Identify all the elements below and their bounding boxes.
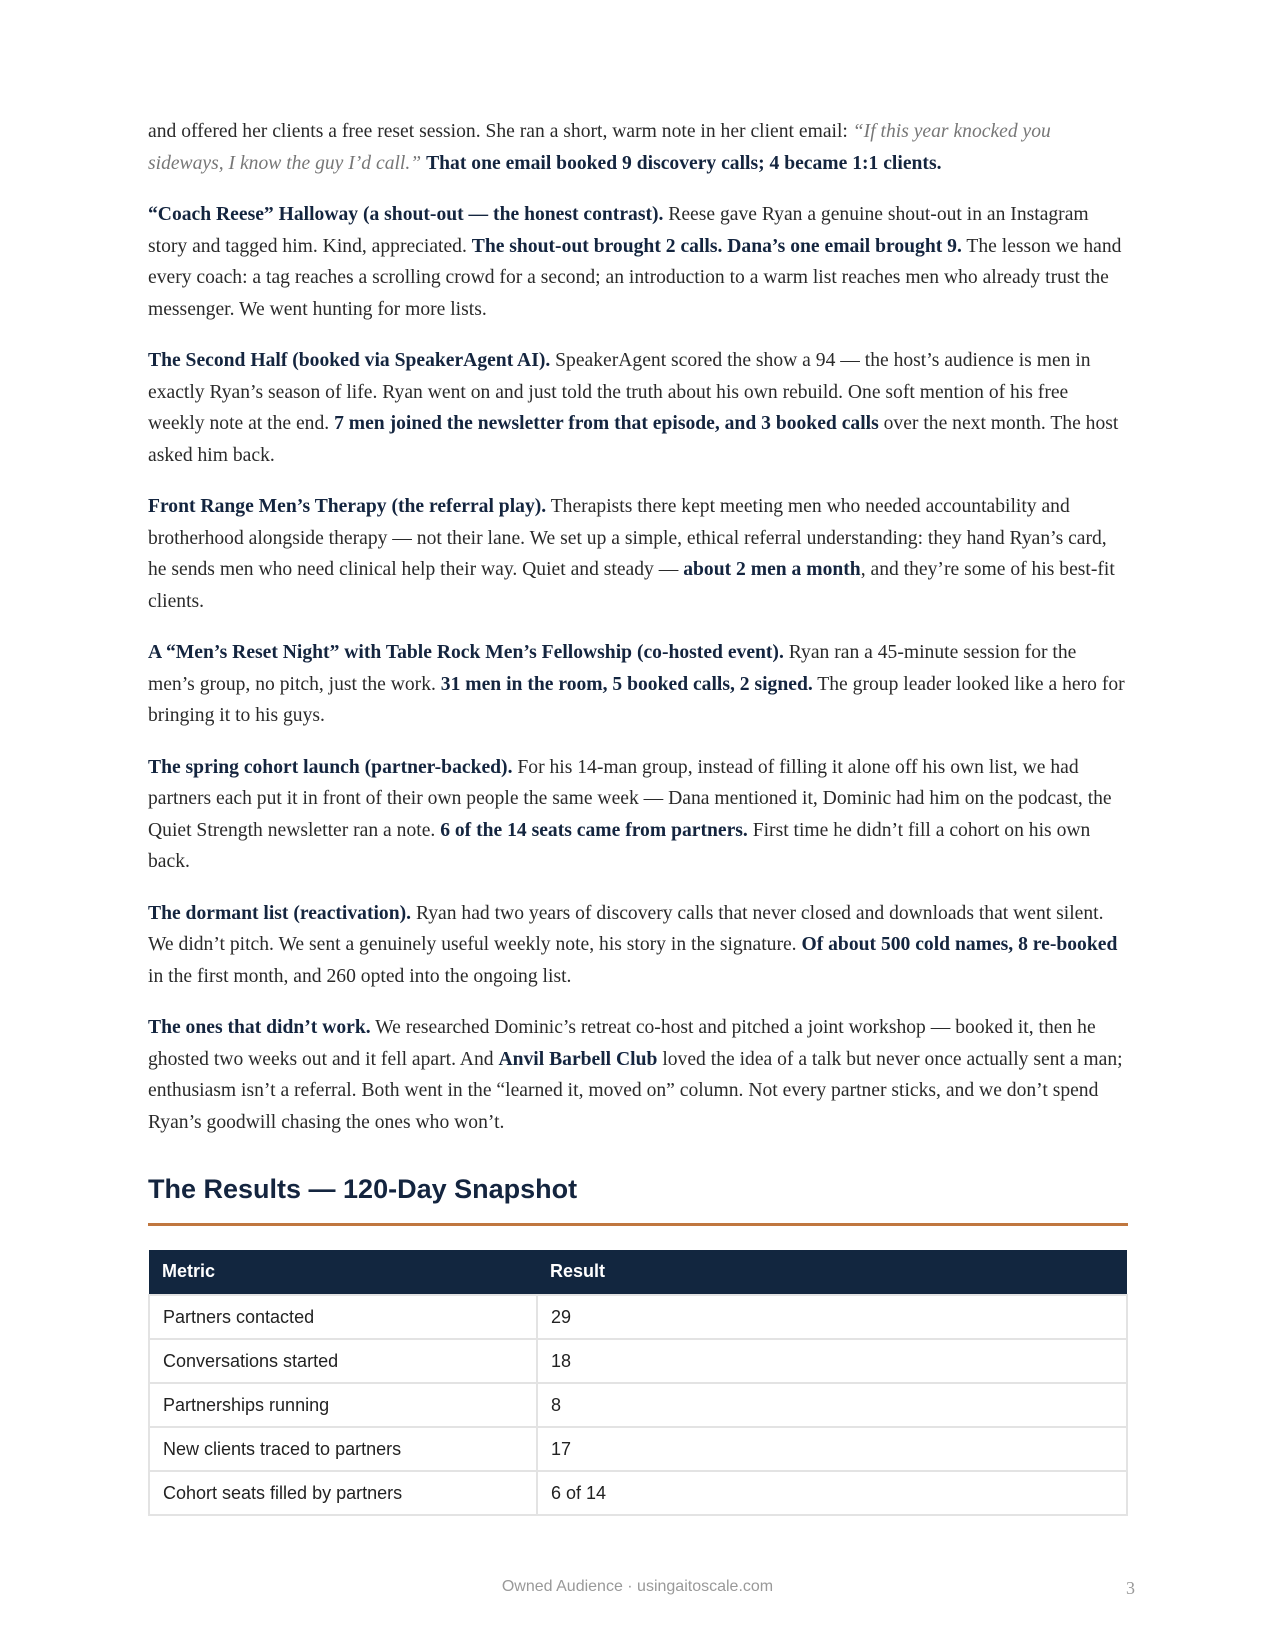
results-table (148, 1250, 1128, 1516)
paragraph-front-range (148, 491, 1128, 617)
page-footer: Owned Audience · usingaitoscale.com (501, 1578, 774, 1595)
body-phrase: Therapists there kept meeting men who needed accountability and brotherhood alongside therapy — not their lane. We set up a simple, ethical referral understanding: they hand Ryan’s card, he sends men who need clinical help their way. Quiet and steady — (148, 496, 1107, 580)
result-cell: 8 (537, 1383, 1127, 1427)
bold-phrase: 7 men joined the newsletter from that episode, and 3 booked calls (334, 413, 879, 434)
paragraph-didnt-work (148, 1012, 1128, 1138)
document-page (148, 116, 1128, 1516)
body-phrase: , and they’re some of his best-fit clients. (148, 559, 1115, 612)
body-phrase: loved the idea of a talk but never once actually sent a man; enthusiasm isn’t a referral. Both went in the “learned it, moved on” column. Not every partner sticks, and we don’t spend Ryan’s goodwill chasing the ones who won’t. (148, 1048, 1123, 1133)
paragraph-reset-night (148, 637, 1128, 732)
body-phrase: The group leader looked like a hero for bringing it to his guys. (148, 673, 1125, 726)
bold-phrase: The dormant list (reactivation). (148, 902, 412, 924)
body-phrase: over the next month. The host asked him back. (148, 413, 1119, 466)
table-row (149, 1383, 1127, 1427)
bold-phrase: 31 men in the room, 5 booked calls, 2 signed. (440, 673, 813, 695)
bold-phrase: That one email booked 9 discovery calls; 4 became 1:1 clients. (426, 152, 942, 174)
paragraph-coach-reese (148, 199, 1128, 325)
body-phrase: and offered her clients a free reset session. She ran a short, warm note in her client email: (148, 121, 853, 142)
metric-cell: Partners contacted (149, 1295, 537, 1339)
paragraph-second-half (148, 345, 1128, 471)
result-cell: 17 (537, 1427, 1127, 1471)
body-phrase: in the first month, and 260 opted into the ongoing list. (148, 965, 572, 987)
bold-phrase: about 2 men a month (683, 559, 861, 580)
metric-cell: Conversations started (149, 1339, 537, 1383)
column-header-metric: Metric (149, 1250, 537, 1295)
bold-phrase: A “Men’s Reset Night” with Table Rock Men’s Fellowship (co-hosted event). (148, 642, 784, 663)
paragraph-dormant-list (148, 898, 1128, 993)
body-phrase: For his 14-man group, instead of filling it alone off his own list, we had partners each put it in front of their own people the same week — Dana mentioned it, Dominic had him on the podcast, the Quiet Strength newsletter ran a note. (148, 756, 1112, 841)
body-phrase: Ryan ran a 45-minute session for the men’s group, no pitch, just the work. (148, 642, 1077, 695)
table-row (149, 1295, 1127, 1339)
body-phrase: Ryan had two years of discovery calls that never closed and downloads that went silent. We didn’t pitch. We sent a genuinely useful weekly note, his story in the signature. (148, 902, 1104, 955)
bold-phrase: 6 of the 14 seats came from partners. (440, 819, 748, 841)
page-number: 3 (1126, 1578, 1135, 1598)
table-row (149, 1427, 1127, 1471)
body-phrase: SpeakerAgent scored the show a 94 — the host’s audience is men in exactly Ryan’s season of life. Ryan went on and just told the truth about his own rebuild. One soft mention of his free weekly note at the end. (148, 350, 1091, 434)
body-phrase: We researched Dominic’s retreat co-host and pitched a joint workshop — booked it, then he ghosted two weeks out and it fell apart. And (148, 1017, 1096, 1070)
metric-cell: Cohort seats filled by partners (149, 1471, 537, 1515)
italic-quote: “If this year knocked you sideways, I know the guy I’d call.” (148, 121, 1051, 174)
bold-phrase: Of about 500 cold names, 8 re-booked (801, 934, 1118, 955)
bold-phrase: The Second Half (booked via SpeakerAgent AI). (148, 350, 551, 371)
body-phrase: First time he didn’t fill a cohort on his own back. (148, 819, 1091, 872)
paragraph-spring-cohort (148, 752, 1128, 878)
table-header-row (149, 1250, 1127, 1295)
bold-phrase: The shout-out brought 2 calls. Dana’s one email brought 9. (471, 235, 962, 257)
heading-divider (148, 1223, 1128, 1226)
table-row (149, 1339, 1127, 1383)
bold-phrase: Front Range Men’s Therapy (the referral play). (148, 496, 547, 517)
table-row (149, 1471, 1127, 1515)
result-cell: 29 (537, 1295, 1127, 1339)
bold-phrase: The ones that didn’t work. (148, 1017, 371, 1038)
bold-phrase: The spring cohort launch (partner-backed). (148, 756, 513, 778)
column-header-result: Result (537, 1250, 1127, 1295)
body-text (148, 116, 1128, 1138)
metric-cell: Partnerships running (149, 1383, 537, 1427)
body-phrase: Reese gave Ryan a genuine shout-out in an Instagram story and tagged him. Kind, appreciated. (148, 204, 1089, 257)
paragraph-dana-intro (148, 116, 1128, 179)
bold-phrase: Anvil Barbell Club (498, 1048, 658, 1070)
section-heading: The Results — 120-Day Snapshot (148, 1174, 578, 1204)
metric-cell: New clients traced to partners (149, 1427, 537, 1471)
body-phrase: The lesson we hand every coach: a tag reaches a scrolling crowd for a second; an introduction to a warm list reaches men who already trust the messenger. We went hunting for more lists. (148, 235, 1122, 320)
result-cell: 6 of 14 (537, 1471, 1127, 1515)
result-cell: 18 (537, 1339, 1127, 1383)
bold-phrase: “Coach Reese” Halloway (a shout-out — the honest contrast). (148, 204, 664, 225)
